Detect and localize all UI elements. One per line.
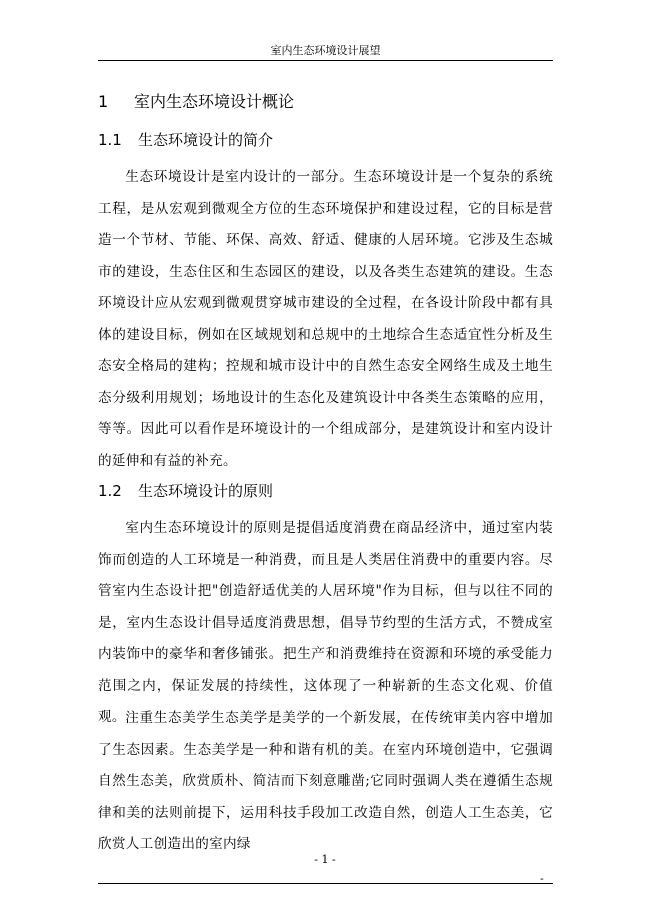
chapter-title: 室内生态环境设计概论 — [134, 92, 295, 111]
body-paragraph-1-1: 生态环境设计是室内设计的一部分。生态环境设计是一个复杂的系统工程，是从宏观到微观全方位的生态环境保护和建设过程，它的目标是营造一个节材、节能、环保、高效、舒适、健康的人居环境。它涉及生态城市的建设，生态住区和生态园区的建设，以及各类生态建筑的建设。生态环境设计应从宏观到微观贯穿城市建设的全过程，在各设计阶段中都有具体的建设目标，例如在区域规划和总规中的土地综合生态适宜性分析及生态安全格局的建构；控规和城市设计中的自然生态安全网络生成及土地生态分级利用规划；场地设计的生态化及建筑设计中各类生态策略的应用，等等。因此可以看作是环境设计的一个组成部分，是建筑设计和室内设计的延伸和有益的补充。 — [98, 169, 553, 469]
page-number: - 1 - — [314, 853, 336, 866]
body-paragraph-1-2-b: 注重生态美学生态美学是美学的一个新发展，在传统审美内容中增加了生态因素。生态美学是一种和谐有机的美。在室内环境创造中，它强调自然生态美，欣赏质朴、简洁而下刻意雕凿;它同时强调人类在遵循生态规律和美的法则前提下，运用科技手段加工改造自然，创造人工生态美，它欣赏人工创造出的室内绿 — [98, 710, 553, 852]
footer-mark: - — [540, 872, 544, 885]
section-title: 生态环境设计的简介 — [138, 131, 274, 149]
footer-rule — [98, 883, 553, 884]
section-heading-1-2 — [98, 480, 553, 502]
section-title: 生态环境设计的原则 — [138, 482, 274, 500]
section-heading-1-1 — [98, 129, 553, 151]
chapter-number: 1 — [98, 92, 109, 111]
header-rule — [98, 60, 553, 61]
body-paragraph-1-2-a: 室内生态环境设计的原则是提倡适度消费在商品经济中，通过室内装饰而创造的人工环境是一种消费，而且是人类居住消费中的重要内容。尽管室内生态设计把"创造舒适优美的人居环境"作为目标，但与以往不同的是，室内生态设计倡导适度消费思想，倡导节约型的生活方式，不赞成室内装饰中的豪华和奢侈铺张。把生产和消费维持在资源和环境的承受能力范围之内，保证发展的持续性，这体现了一种崭新的生态文化观、价值观。 — [98, 520, 553, 725]
section-number: 1.2 — [98, 482, 122, 500]
running-header: 室内生态环境设计展望 — [270, 44, 381, 57]
chapter-heading — [98, 90, 553, 114]
section-number: 1.1 — [98, 131, 122, 149]
